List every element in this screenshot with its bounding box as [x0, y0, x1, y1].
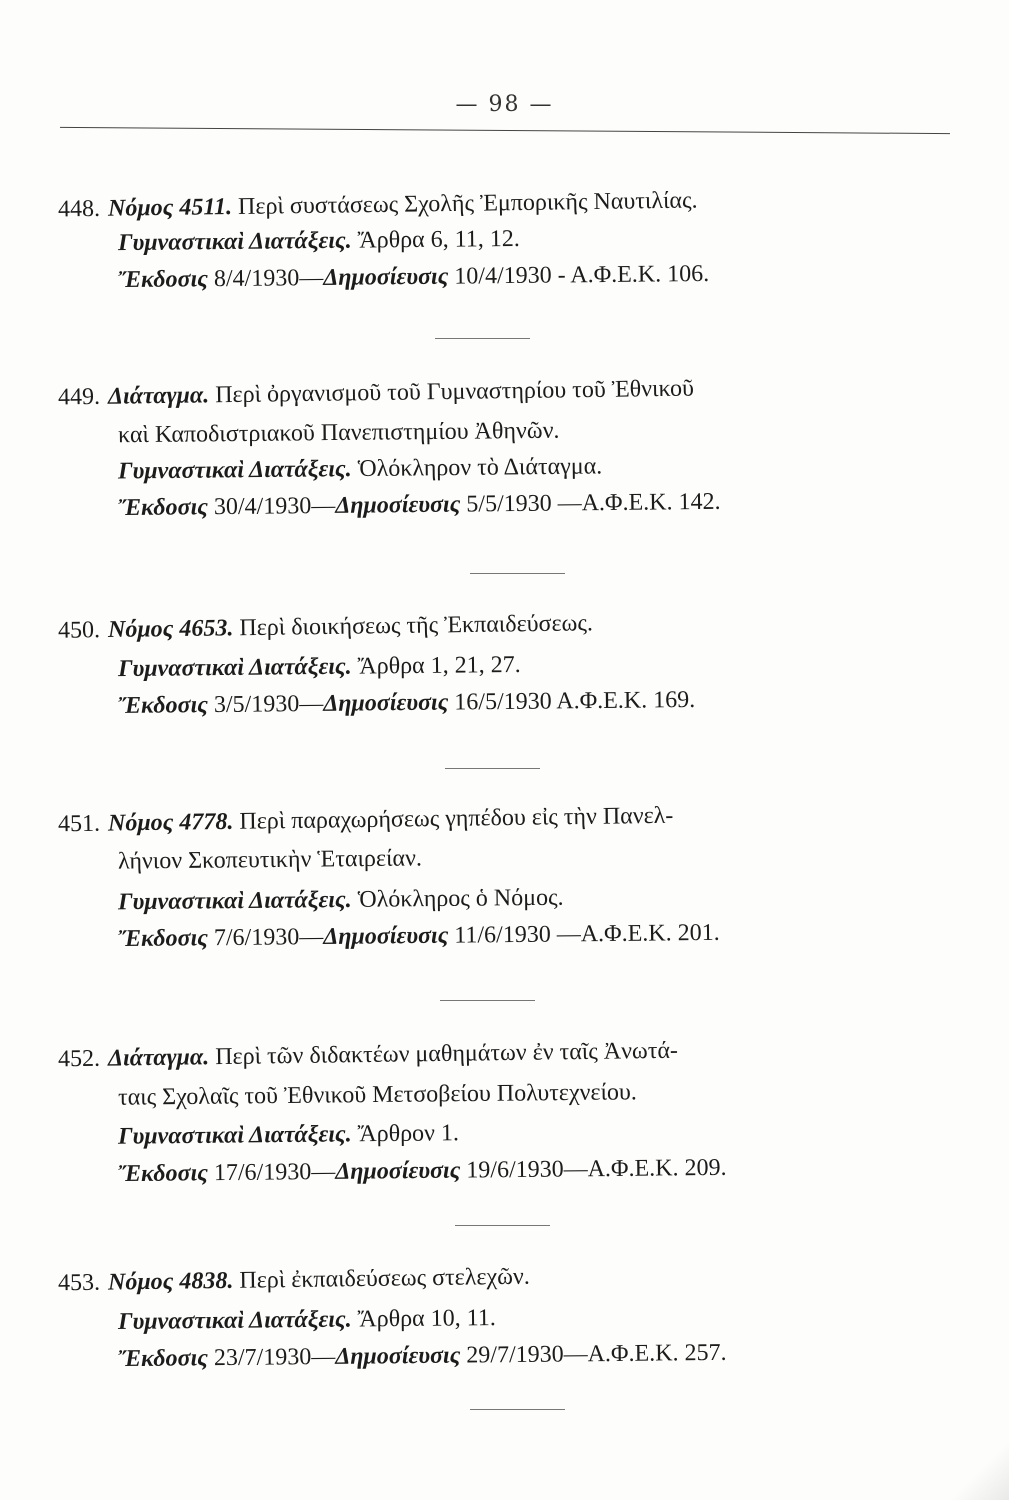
entry-subject-continuation: καὶ Καποδιστριακοῦ Πανεπιστημίου Ἀθηνῶν.: [117, 417, 560, 449]
entry-kind: Διάταγμα.: [107, 1044, 210, 1072]
entry-number: 450.: [57, 617, 101, 644]
entry-provisions-line: [118, 650, 521, 684]
entry-dates-line: [118, 259, 709, 295]
entry-separator: [440, 1000, 535, 1001]
entry-separator: [445, 768, 540, 769]
entry-title-line: [58, 1262, 530, 1299]
page-number: — 98 —: [455, 92, 554, 117]
provisions-value: Ὁλόκληρον τὸ Διάταγμα.: [357, 453, 603, 483]
entry-provisions-line: [118, 1118, 459, 1152]
entry-title-line: [58, 374, 694, 413]
entry-provisions-line: [118, 883, 564, 918]
entry-separator: [455, 1225, 550, 1226]
publication-label: Δημοσίευσις: [335, 1157, 461, 1185]
entry-dates-line: [118, 918, 720, 954]
entry-subject: Περὶ τῶν διδακτέων μαθημάτων ἐν ταῖς Ἀνωτά-: [215, 1037, 679, 1071]
entry-title-line: [58, 186, 698, 225]
publication-date: 10/4/1930 - Α.Φ.Ε.Κ. 106.: [454, 260, 710, 290]
provisions-label: Γυμναστικαὶ Διατάξεις.: [117, 456, 352, 485]
entry-subject-continuation: λήνιον Σκοπευτικὴν Ἑταιρείαν.: [117, 845, 423, 875]
issue-label: Ἔκδοσις: [117, 266, 209, 294]
publication-label: Δημοσίευσις: [323, 689, 449, 717]
issue-label: Ἔκδοσις: [117, 1345, 209, 1373]
entry-title-line: [58, 801, 674, 840]
publication-date: 16/5/1930 Α.Φ.Ε.Κ. 169.: [454, 686, 696, 716]
entry-title-line: [58, 608, 593, 645]
entry-subject: Περὶ συστάσεως Σχολῆς Ἐμπορικῆς Ναυτιλίας.: [237, 187, 698, 220]
provisions-label: Γυμναστικαὶ Διατάξεις.: [117, 1121, 352, 1150]
issue-date: 23/7/1930—: [213, 1343, 336, 1372]
publication-label: Δημοσίευσις: [335, 1342, 461, 1370]
issue-label: Ἔκδοσις: [117, 692, 209, 720]
entry-provisions-line: [118, 224, 520, 258]
provisions-label: Γυμναστικαὶ Διατάξεις.: [117, 653, 352, 683]
issue-date: 17/6/1930—: [213, 1158, 336, 1187]
publication-date: 29/7/1930—Α.Φ.Ε.Κ. 257.: [466, 1339, 727, 1369]
provisions-label: Γυμναστικαὶ Διατάξεις.: [117, 1306, 352, 1335]
entry-provisions-line: [118, 451, 603, 486]
entry-provisions-line: [118, 1303, 496, 1337]
entry-subject: Περὶ ἐκπαιδεύσεως στελεχῶν.: [239, 1263, 530, 1294]
entry-kind: Νόμος 4838.: [107, 1267, 234, 1296]
issue-label: Ἔκδοσις: [117, 494, 209, 522]
entry-title-line: [58, 1036, 678, 1075]
provisions-value: Ὁλόκληρος ὁ Νόμος.: [357, 884, 564, 913]
entry-subject-continuation: ταις Σχολαῖς τοῦ Ἐθνικοῦ Μετσοβείου Πολυτεχνείου.: [117, 1079, 637, 1111]
issue-date: 3/5/1930—: [213, 690, 324, 719]
publication-label: Δημοσίευσις: [323, 922, 449, 951]
entry-dates-line: [118, 1153, 727, 1189]
issue-date: 7/6/1930—: [213, 924, 324, 952]
publication-date: 19/6/1930—Α.Φ.Ε.Κ. 209.: [466, 1154, 727, 1184]
publication-date: 11/6/1930 —Α.Φ.Ε.Κ. 201.: [454, 919, 720, 949]
entry-kind: Διάταγμα.: [107, 382, 210, 410]
publication-label: Δημοσίευσις: [323, 263, 449, 291]
entry-number: 448.: [57, 195, 101, 223]
provisions-value: Ἄρθρα 1, 21, 27.: [357, 651, 521, 680]
provisions-value: Ἄρθρα 6, 11, 12.: [357, 225, 520, 254]
provisions-label: Γυμναστικαὶ Διατάξεις.: [117, 886, 352, 916]
entry-dates-line: [118, 487, 721, 523]
issue-label: Ἔκδοσις: [117, 925, 209, 953]
entry-number: 451.: [57, 810, 101, 838]
entry-number: 449.: [57, 383, 101, 411]
entry-separator: [470, 573, 565, 574]
entry-subject: Περὶ ὀργανισμοῦ τοῦ Γυμναστηρίου τοῦ Ἐθνικοῦ: [215, 375, 695, 409]
provisions-label: Γυμναστικαὶ Διατάξεις.: [117, 227, 352, 257]
page-corner: [949, 1440, 1009, 1500]
entry-kind: Νόμος 4511.: [107, 194, 233, 222]
entry-separator: [470, 1409, 565, 1410]
entry-separator: [435, 338, 530, 339]
entry-kind: Νόμος 4653.: [107, 615, 234, 644]
publication-date: 5/5/1930 —Α.Φ.Ε.Κ. 142.: [466, 488, 721, 518]
entry-dates-line: [118, 685, 696, 721]
issue-date: 8/4/1930—: [213, 264, 324, 293]
header-rule: [60, 127, 950, 134]
publication-label: Δημοσίευσις: [335, 491, 461, 519]
provisions-value: Ἄρθρον 1.: [357, 1120, 460, 1148]
entry-number: 452.: [57, 1045, 101, 1073]
issue-label: Ἔκδοσις: [117, 1160, 209, 1188]
provisions-value: Ἄρθρα 10, 11.: [357, 1305, 496, 1333]
entry-subject: Περὶ διοικήσεως τῆς Ἐκπαιδεύσεως.: [239, 610, 594, 642]
entry-number: 453.: [57, 1269, 101, 1297]
entry-dates-line: [118, 1338, 727, 1374]
issue-date: 30/4/1930—: [213, 492, 336, 521]
entry-kind: Νόμος 4778.: [107, 808, 234, 837]
entry-subject: Περὶ παραχωρήσεως γηπέδου εἰς τὴν Πανελ-: [239, 802, 674, 835]
